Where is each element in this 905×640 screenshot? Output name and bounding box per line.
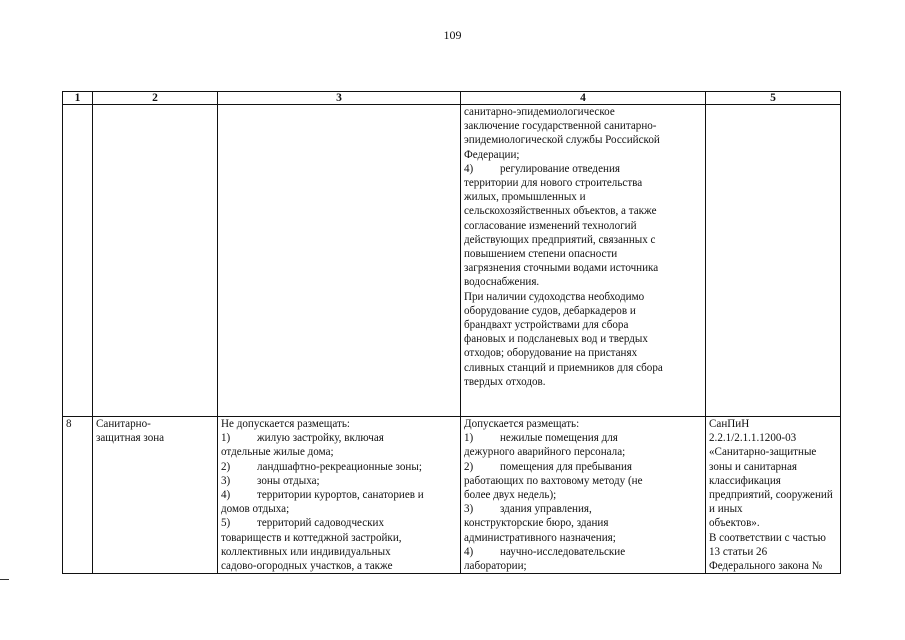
- cell-line: брандвахт устройствами для сбора: [464, 319, 629, 332]
- cell-line: 1) нежилые помещения для: [464, 432, 618, 445]
- list-number: 3): [464, 503, 474, 516]
- cell-line: 4) регулирование отведения: [464, 162, 620, 175]
- cell-line: жилых, промышленных и: [464, 191, 586, 204]
- cell-line: конструкторские бюро, здания: [464, 517, 609, 530]
- cell-number: [63, 105, 93, 417]
- list-number: 1): [221, 432, 231, 445]
- cell-line: заключение государственной санитарно-: [464, 120, 657, 133]
- cell-line: «Санитарно-защитные: [709, 446, 817, 459]
- cell-permitted: [461, 105, 706, 417]
- cell-line: загрязнения сточными водами источника: [464, 262, 659, 275]
- table-row-continuation: [63, 105, 841, 417]
- table-row-sanitary-zone: [63, 417, 841, 574]
- list-number: 3): [221, 474, 231, 487]
- cell-line: 8: [66, 418, 72, 430]
- cell-line: повышением степени опасности: [464, 248, 618, 261]
- cell-line: действующих предприятий, связанных с: [464, 233, 656, 246]
- cell-line: предприятий, сооружений: [709, 489, 833, 502]
- cell-permitted: [461, 417, 706, 574]
- cell-line: При наличии судоходства необходимо: [464, 290, 645, 303]
- cell-line: территории для нового строительства: [464, 177, 643, 190]
- cell-line: работающих по вахтовому методу (не: [464, 474, 643, 487]
- cell-line: Не допускается размещать:: [221, 418, 350, 430]
- cell-line: 4) территории курортов, санаториев и: [221, 489, 424, 502]
- cell-line: коллективных или индивидуальных: [221, 545, 391, 558]
- cell-line: Допускается размещать:: [464, 418, 580, 430]
- cell-line: 3) зоны отдыха;: [221, 474, 320, 487]
- page-number: 109: [443, 28, 462, 42]
- cell-line: более двух недель);: [464, 489, 557, 502]
- cell-line: зоны и санитарная: [709, 460, 798, 473]
- list-number: 5): [221, 517, 231, 530]
- cell-prohibited: [218, 417, 461, 574]
- list-number: 2): [464, 460, 474, 473]
- cell-line: согласование изменений технологий: [464, 219, 637, 232]
- cell-line: дежурного аварийного персонала;: [464, 446, 626, 459]
- regulation-table: [62, 91, 841, 574]
- list-number: 4): [464, 162, 474, 175]
- cell-line: В соответствии с частью: [709, 531, 826, 544]
- cell-line: садово-огородных участков, а также: [221, 560, 393, 573]
- column-header-2: 2: [93, 92, 218, 105]
- list-number: 4): [221, 489, 231, 502]
- cell-line: сельскохозяйственных объектов, а также: [464, 205, 657, 218]
- cell-line: СанПиН: [709, 418, 750, 430]
- cell-line: 3) здания управления,: [464, 503, 592, 516]
- cell-line: твердых отходов.: [464, 375, 546, 388]
- column-header-4: 4: [461, 92, 706, 105]
- cell-reference: [706, 105, 841, 417]
- cell-line: объектов».: [709, 517, 760, 530]
- cell-line: 2) ландшафтно-рекреационные зоны;: [221, 460, 422, 473]
- cell-line: домов отдыха;: [221, 503, 290, 516]
- cell-line: лаборатории;: [464, 560, 527, 573]
- cell-line: административного назначения;: [464, 531, 616, 544]
- column-header-3: 3: [218, 92, 461, 105]
- list-number: 2): [221, 460, 231, 473]
- list-number: 4): [464, 545, 474, 558]
- cell-number: [63, 417, 93, 574]
- cell-line: сливных станций и приемников для сбора: [464, 361, 663, 374]
- cell-line: фановых и подсланевых вод и твердых: [464, 333, 648, 346]
- cell-line: Федерации;: [464, 148, 520, 161]
- cell-zone-name: [93, 417, 218, 574]
- cell-line: санитарно-эпидемиологическое: [464, 106, 615, 118]
- cell-reference: [706, 417, 841, 574]
- column-header-1: 1: [63, 92, 93, 105]
- cell-line: Федерального закона №: [709, 560, 823, 573]
- table-header-row: [63, 92, 841, 105]
- list-number: 1): [464, 432, 474, 445]
- cell-line: Санитарно-: [96, 418, 151, 430]
- cell-line: товариществ и коттеджной застройки,: [221, 531, 402, 544]
- cell-line: и иных: [709, 503, 743, 516]
- cell-line: 4) научно-исследовательские: [464, 545, 626, 558]
- cell-line: оборудование судов, дебаркадеров и: [464, 304, 636, 317]
- cell-zone-name: [93, 105, 218, 417]
- cell-line: защитная зона: [96, 432, 165, 445]
- cell-line: классификация: [709, 474, 781, 487]
- cell-line: 13 статьи 26: [709, 545, 768, 558]
- scan-edge-mark: [0, 579, 9, 580]
- cell-line: отдельные жилые дома;: [221, 446, 334, 459]
- cell-line: водоснабжения.: [464, 276, 540, 289]
- cell-line: отходов; оборудование на пристанях: [464, 347, 638, 360]
- cell-prohibited: [218, 105, 461, 417]
- cell-line: 1) жилую застройку, включая: [221, 432, 384, 445]
- cell-line: 2) помещения для пребывания: [464, 460, 632, 473]
- cell-line: 2.2.1/2.1.1.1200-03: [709, 432, 797, 445]
- cell-line: эпидемиологической службы Российской: [464, 134, 660, 147]
- cell-line: 5) территорий садоводческих: [221, 517, 385, 530]
- column-header-5: 5: [706, 92, 841, 105]
